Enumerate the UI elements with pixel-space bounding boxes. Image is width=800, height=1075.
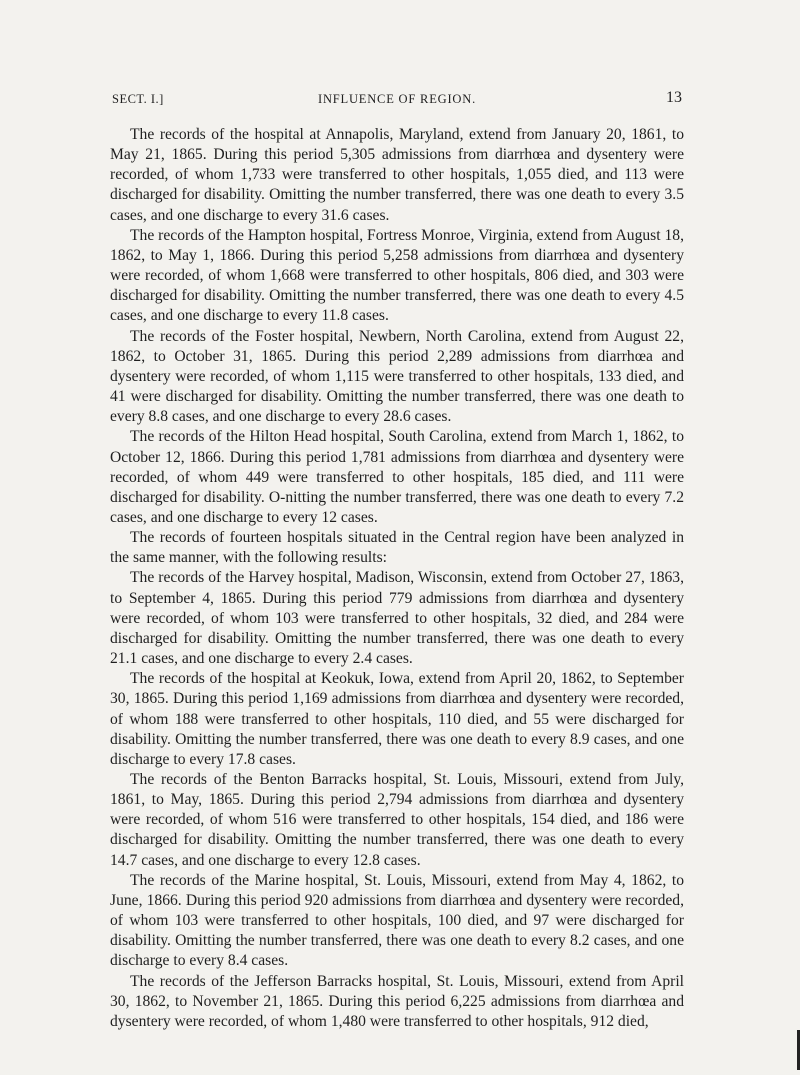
paragraph-marine: The records of the Marine hospital, St. Louis, Missouri, extend from May 4, 1862, to June, 1866. During this period 920 admissions from diarrhœa and dysentery were recorded, of whom 103 were transferred to other hospitals, 100 died, and 97 were discharged for disability. Omitting the number transferred, there was one death to every 8.2 cases, and one discharge to every 8.4 cases. (110, 871, 684, 970)
paragraph-hilton-head: The records of the Hilton Head hospital, South Carolina, extend from March 1, 1862, to October 12, 1866. During this period 1,781 admissions from diarrhœa and dysentery were recorded, of whom 449 were transferred to other hospitals, 185 died, and 111 were discharged for disability. O-nitting the number transferred, there was one death to every 7.2 cases, and one discharge to every 12 cases. (110, 428, 684, 526)
running-title: INFLUENCE OF REGION. (317, 92, 476, 106)
page-number: 13 (666, 89, 682, 106)
paragraph-foster: The records of the Foster hospital, Newbern, North Carolina, extend from August 22, 1862, to October 31, 1865. During this period 2,289 admissions from diarrhœa and dysentery were recorded, of whom 1,115 were transferred to other hospitals, 133 died, and 41 were discharged for disability. Omitting the number transferred, there was one death to every 8.8 cases, and one discharge to every 28.6 cases. (110, 327, 684, 426)
running-header (112, 89, 682, 112)
body-text (110, 125, 684, 1032)
section-label: SECT. I.] (112, 92, 164, 106)
paragraph-central-region: The records of fourteen hospitals situated in the Central region have been analyzed in the same manner, with the following results: (110, 529, 684, 567)
paragraph-benton-barracks: The records of the Benton Barracks hospital, St. Louis, Missouri, extend from July, 1861, to May, 1865. During this period 2,794 admissions from diarrhœa and dysentery were recorded, of whom 516 were transferred to other hospitals, 154 died, and 186 were discharged for disability. Omitting the number transferred, there was one death to every 14.7 cases, and one discharge to every 12.8 cases. (110, 771, 684, 869)
paragraph-hampton: The records of the Hampton hospital, Fortress Monroe, Virginia, extend from August 18, 1862, to May 1, 1866. During this period 5,258 admissions from diarrhœa and dysentery were recorded, of whom 1,668 were transferred to other hospitals, 806 died, and 303 were discharged for disability. Omitting the number transferred, there was one death to every 4.5 cases, and one discharge to every 11.8 cases. (110, 226, 684, 325)
paragraph-jefferson-barracks: The records of the Jefferson Barracks hospital, St. Louis, Missouri, extend from April 30, 1862, to November 21, 1865. During this period 6,225 admissions from diarrhœa and dysentery were recorded, of whom 1,480 were transferred to other hospitals, 912 died, (110, 972, 684, 1030)
paragraph-keokuk: The records of the hospital at Keokuk, Iowa, extend from April 20, 1862, to September 30, 1865. During this period 1,169 admissions from diarrhœa and dysentery were recorded, of whom 188 were transferred to other hospitals, 110 died, and 55 were discharged for disability. Omitting the number transferred, there was one death to every 8.9 cases, and one discharge to every 17.8 cases. (110, 670, 684, 768)
paragraph-annapolis: The records of the hospital at Annapolis, Maryland, extend from January 20, 1861, to May 21, 1865. During this period 5,305 admissions from diarrhœa and dysentery were recorded, of whom 1,733 were transferred to other hospitals, 1,055 died, and 113 were discharged for disability. Omitting the number transferred, there was one death to every 3.5 cases, and one discharge to every 31.6 cases. (110, 126, 684, 224)
paragraph-harvey: The records of the Harvey hospital, Madison, Wisconsin, extend from October 27, 1863, to September 4, 1865. During this period 779 admissions from diarrhœa and dysentery were recorded, of whom 103 were transferred to other hospitals, 32 died, and 284 were discharged for disability. Omitting the number transferred, there was one death to every 21.1 cases, and one discharge to every 2.4 cases. (110, 569, 684, 668)
